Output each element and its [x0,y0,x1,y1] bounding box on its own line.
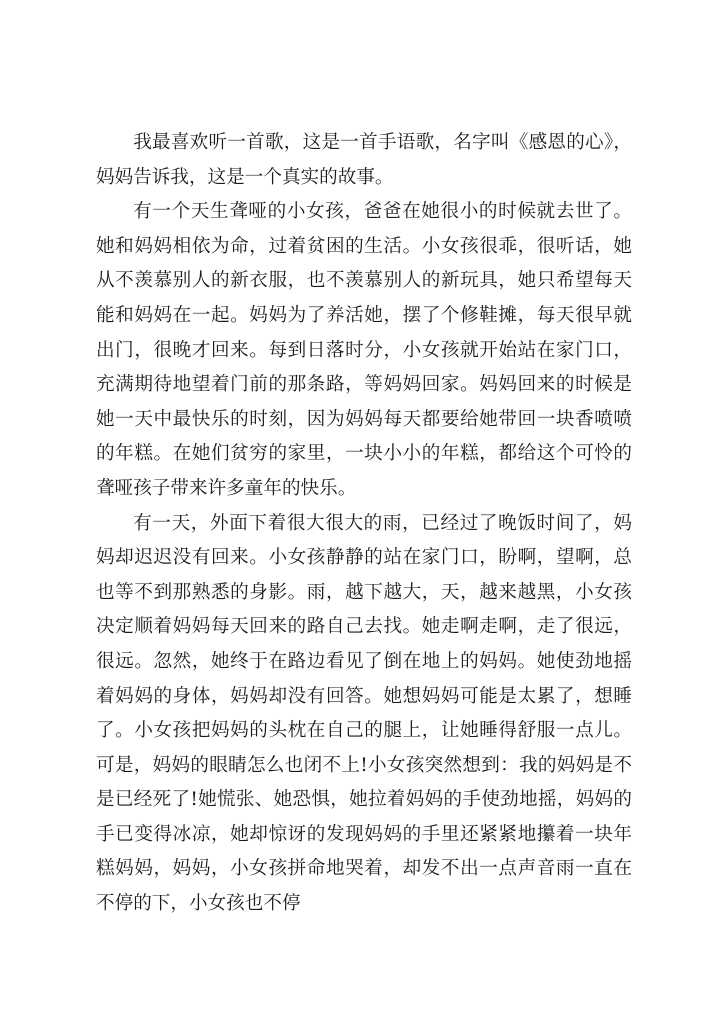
paragraph-1: 我最喜欢听一首歌，这是一首手语歌，名字叫《感恩的心》，妈妈告诉我，这是一个真实的故事。 [96,132,632,188]
document-body [96,126,632,922]
paragraph-3: 有一天，外面下着很大很大的雨，已经过了晚饭时间了，妈妈却迟迟没有回来。小女孩静静的站在家门口，盼啊，望啊，总也等不到那熟悉的身影。雨，越下越大，天，越来越黑，小女孩决定顺着妈妈每天回来的路自己去找。她走啊走啊，走了很远，很远。忽然，她终于在路边看见了倒在地上的妈妈。她使劲地摇着妈妈的身体，妈妈却没有回答。她想妈妈可能是太累了，想睡了。小女孩把妈妈的头枕在自己的腿上，让她睡得舒服一点儿。可是，妈妈的眼睛怎么也闭不上!小女孩突然想到：我的妈妈是不是已经死了!她慌张、她恐惧，她拉着妈妈的手使劲地摇，妈妈的手已变得冰凉，她却惊讶的发现妈妈的手里还紧紧地攥着一块年糕妈妈，妈妈，小女孩拼命地哭着，却发不出一点声音雨一直在不停的下，小女孩也不停 [96,512,632,915]
paragraph-2: 有一个天生聋哑的小女孩，爸爸在她很小的时候就去世了。她和妈妈相依为命，过着贫困的生活。小女孩很乖，很听话，她从不羡慕别人的新衣服，也不羡慕别人的新玩具，她只希望每天能和妈妈在一起。妈妈为了养活她，摆了个修鞋摊，每天很早就出门，很晚才回来。每到日落时分，小女孩就开始站在家门口，充满期待地望着门前的那条路，等妈妈回家。妈妈回来的时候是她一天中最快乐的时刻，因为妈妈每天都要给她带回一块香喷喷的年糕。在她们贫穷的家里，一块小小的年糕，都给这个可怜的聋哑孩子带来许多童年的快乐。 [96,201,632,499]
